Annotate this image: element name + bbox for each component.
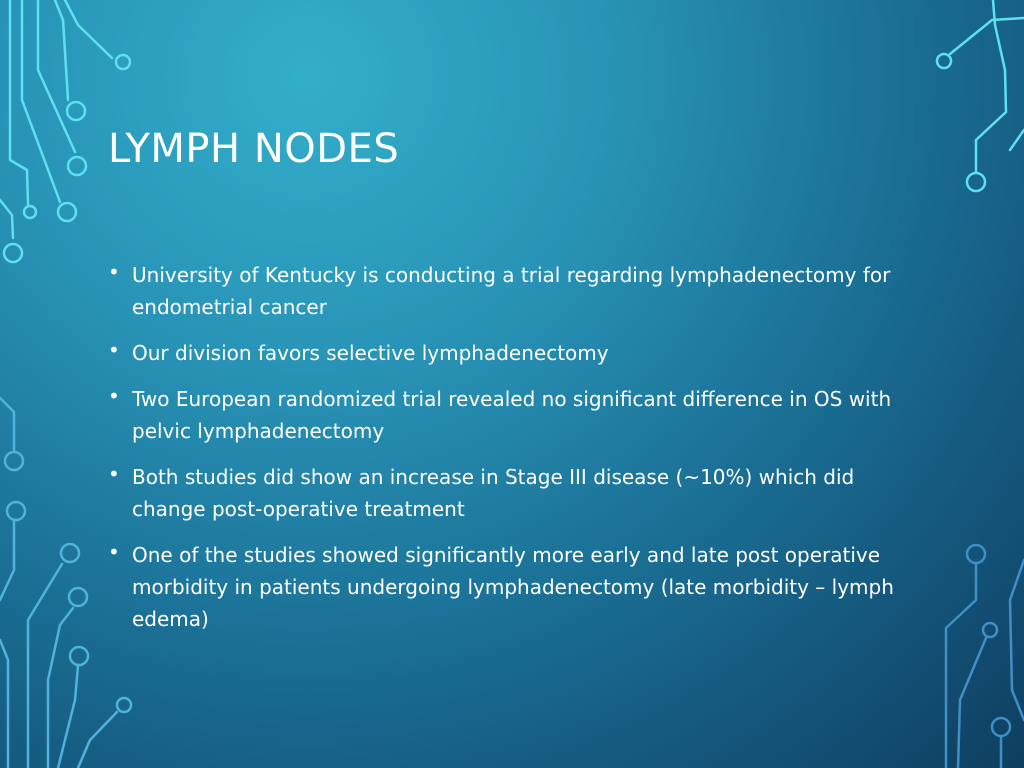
circuit-top-right — [937, 0, 1024, 191]
trace — [0, 398, 14, 450]
trace — [950, 18, 1024, 54]
bullet-item — [106, 539, 906, 635]
trace — [48, 608, 73, 768]
trace — [976, 0, 1006, 172]
trace — [65, 0, 112, 58]
trace-node — [117, 698, 131, 712]
trace-node — [67, 102, 85, 120]
trace-node — [69, 588, 87, 606]
trace — [0, 520, 14, 600]
trace — [958, 638, 986, 768]
bullet-text: Our division favors selective lymphadenectomy — [132, 341, 609, 365]
trace — [78, 712, 117, 768]
bullet-item — [106, 259, 906, 323]
trace — [58, 666, 78, 768]
bullet-marker: • — [108, 540, 120, 564]
trace — [1010, 560, 1024, 720]
trace-node — [937, 54, 951, 68]
trace-node — [24, 206, 36, 218]
trace — [38, 0, 75, 152]
trace-node — [983, 623, 997, 637]
trace-node — [4, 244, 22, 262]
trace-node — [68, 157, 86, 175]
circuit-bottom-right — [946, 545, 1024, 768]
trace-node — [70, 647, 88, 665]
bullet-marker: • — [108, 462, 120, 486]
bullet-item — [106, 383, 906, 447]
trace-node — [7, 502, 25, 520]
trace — [0, 200, 13, 238]
bullet-item — [106, 461, 906, 525]
bullet-list — [106, 259, 906, 649]
trace-node — [992, 718, 1010, 736]
trace-node — [116, 55, 130, 69]
bullet-text: One of the studies showed significantly more early and late post operative morbidity in patients undergoing lymphadenectomy (late morbidity – lymph edema) — [132, 543, 894, 631]
slide-title: LYMPH NODES — [108, 126, 400, 172]
bullet-text: University of Kentucky is conducting a trial regarding lymphadenectomy for endometrial cancer — [132, 263, 891, 319]
bullet-marker: • — [108, 260, 120, 284]
trace — [946, 564, 976, 768]
bullet-text: Two European randomized trial revealed no significant difference in OS with pelvic lymphadenectomy — [132, 387, 892, 443]
bullet-item — [106, 337, 906, 369]
trace-node — [58, 203, 76, 221]
trace — [28, 564, 62, 768]
trace-node — [967, 545, 985, 563]
trace — [55, 0, 68, 100]
trace-node — [5, 452, 23, 470]
bullet-marker: • — [108, 338, 120, 362]
bullet-marker: • — [108, 384, 120, 408]
trace-node — [61, 544, 79, 562]
trace — [0, 640, 8, 768]
trace-node — [967, 173, 985, 191]
bullet-text: Both studies did show an increase in Stage III disease (~10%) which did change post-operative treatment — [132, 465, 855, 521]
trace — [1010, 130, 1024, 150]
trace — [10, 0, 28, 205]
